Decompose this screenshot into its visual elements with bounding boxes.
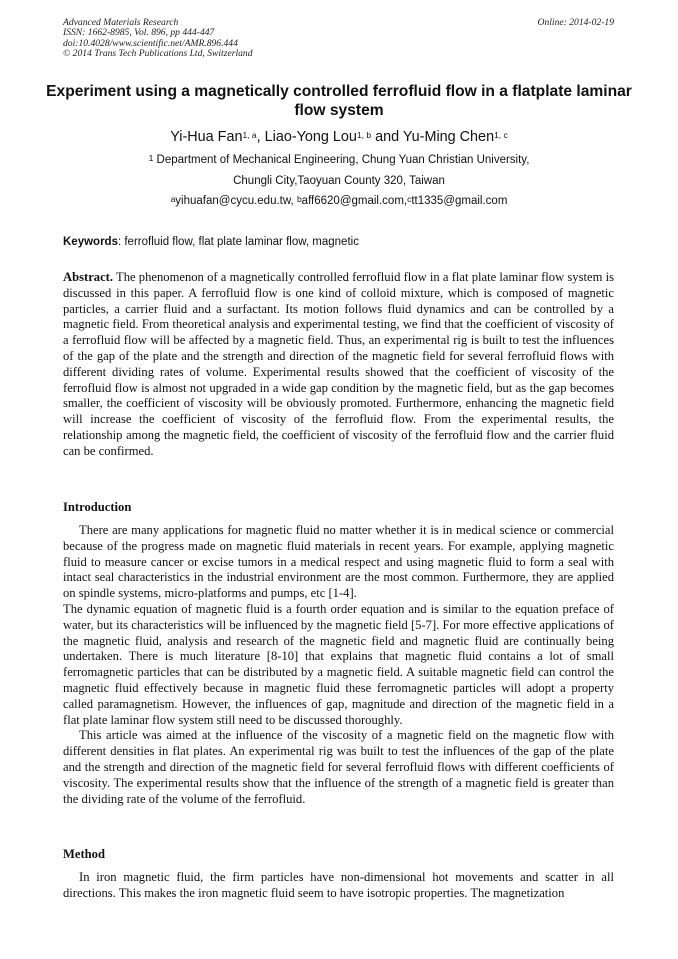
author-separator: and — [371, 129, 403, 145]
journal-copyright: © 2014 Trans Tech Publications Ltd, Switzerland — [63, 48, 253, 60]
email-superscript: a — [170, 194, 176, 204]
affiliation-text: Department of Mechanical Engineering, Chung Yuan Christian University, — [153, 154, 530, 166]
paragraph: This article was aimed at the influence of the viscosity of a magnetic field on the magnetic flow with different densities in flat plates. An experimental rig was built to test the influences of the gap of the plate and the strength and direction of the magnetic field for several ferrofluid flows with different coefficients of viscosity. The experimental results show that the influence of the strength of a magnetic field is greater than the dividing rate of the volume of the ferrofluid. — [63, 728, 614, 806]
paragraph: In iron magnetic fluid, the firm particles have non-dimensional hot movements and scatter in all directions. This makes the iron magnetic fluid seem to have isotropic properties. The magnetization — [63, 870, 614, 900]
author-superscript: 1, c — [494, 130, 508, 140]
email-link[interactable]: tt1335@gmail.com — [411, 195, 508, 207]
keywords — [63, 235, 614, 249]
online-date: Online: 2014-02-19 — [537, 17, 614, 28]
email-superscript: b — [296, 194, 302, 204]
abstract-text: The phenomenon of a magnetically controlled ferrofluid flow in a flat plate laminar flow system is discussed in this paper. A ferrofluid flow is one kind of colloid mixture, which is composed of magnetic particles, a carrier fluid and a surfactant. Its motion follows fluid dynamics and can be controlled by a magnetic field. From theoretical analysis and experimental testing, we find that the coefficient of viscosity of a ferrofluid flow will be affected by a magnetic field. Thus, an experimental rig is built to test the influences of the gap of the plate and the strength and direction of the magnetic field for several ferrofluid flows with different dividing rates of volume. Experimental results showed that the coefficient of viscosity of the ferrofluid flow is almost not upgraded in a wide gap condition by the magnetic field, but as the gap becomes smaller, the coefficient of viscosity will be obviously promoted. Furthermore, enhancing the magnetic field will increase the coefficient of viscosity of the ferrofluid flow. From the experimental results, the relationship among the magnetic field, the coefficient of viscosity of the ferrofluid flow and the carrier fluid can be confirmed. — [63, 270, 614, 458]
journal-header — [63, 18, 614, 60]
author-superscript: 1, a — [242, 130, 257, 140]
author-emails — [45, 194, 633, 208]
journal-doi: doi:10.4028/www.scientific.net/AMR.896.444 — [63, 37, 238, 49]
author-superscript: 1, b — [356, 130, 372, 140]
author-name: Yi-Hua Fan — [170, 129, 243, 145]
paper-title: Experiment using a magnetically controlled ferrofluid flow in a flatplate laminar flow system — [46, 83, 632, 119]
affiliation-superscript: 1 — [148, 153, 154, 163]
paragraph: The dynamic equation of magnetic fluid is a fourth order equation and is similar to the equation preface of water, but its characteristics will be influenced by the magnetic field [5-7]. For more effective applications of the magnetic fluid, analysis and research of the magnetic field and magnetic fluid are continually being undertaken. There is much literature [8-10] that explains that magnetic fluid contains a lot of small ferromagnetic particles that can be distributed by a magnetic field. A suitable magnetic field can control the magnetic fluid effectively because in magnetic fluid these ferromagnetic particles will adopt a property called paramagnetism. However, the influences of gap, magnitude and direction of the magnetic field in a flat plate laminar flow system still need to be discussed thoroughly. — [63, 601, 614, 727]
introduction-body — [63, 523, 614, 807]
email-link[interactable]: aff6620@gmail.com, — [301, 195, 408, 207]
keywords-text: : ferrofluid flow, flat plate laminar flow, magnetic — [117, 236, 359, 248]
section-heading-method: Method — [63, 847, 105, 861]
email-link[interactable]: yihuafan@cycu.edu.tw, — [175, 195, 297, 207]
author-list — [45, 129, 633, 145]
abstract-label: Abstract. — [63, 270, 114, 284]
author-name: Liao-Yong Lou — [264, 129, 357, 145]
email-superscript: c — [407, 194, 412, 204]
section-heading-introduction: Introduction — [63, 500, 132, 514]
keywords-label: Keywords — [63, 236, 118, 248]
paragraph: There are many applications for magnetic fluid no matter whether it is in medical science or commercial because of the progress made on magnetic fluid materials in recent years. For example, applying magnetic fluid to measure cancer or excise tumors in a medical respect and using magnetic fluid to form a seal with intact seal characteristics in the industrial environment are the most common. Furthermore, they are applied on spindle systems, micro-platforms and pumps, etc [1-4]. — [63, 523, 614, 601]
abstract — [63, 270, 614, 460]
author-separator: , — [256, 129, 265, 145]
affiliation-line-2: Chungli City,Taoyuan County 320, Taiwan — [233, 175, 445, 187]
journal-issn: ISSN: 1662-8985, Vol. 896, pp 444-447 — [63, 27, 215, 39]
method-body — [63, 870, 614, 902]
journal-name: Advanced Materials Research — [63, 17, 179, 28]
affiliation-line-1 — [45, 153, 633, 167]
author-name: Yu-Ming Chen — [402, 129, 495, 145]
